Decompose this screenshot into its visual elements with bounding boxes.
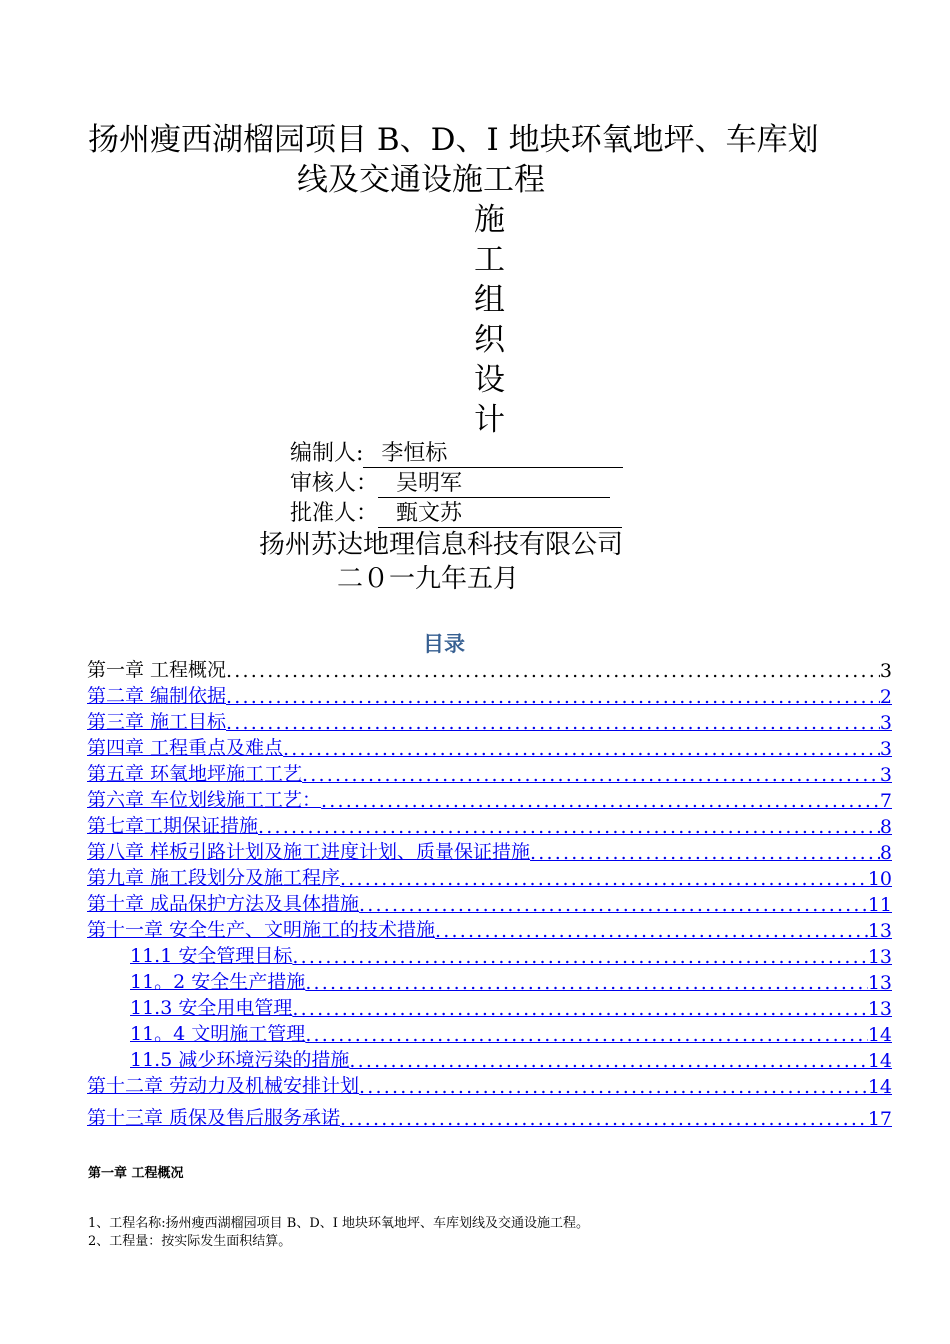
toc-entry-title: 第三章 施工目标	[87, 711, 227, 733]
toc-entry-title: 11.3 安全用电管理	[130, 997, 293, 1019]
toc-entry-page: 8	[879, 842, 892, 864]
toc-entry[interactable]	[87, 814, 892, 838]
toc-entry[interactable]	[87, 866, 892, 890]
body-text-line: 1、工程名称:扬州瘦西湖榴园项目 B、D、I 地块环氧地坪、车库划线及交通设施工程。	[88, 1216, 590, 1231]
toc-dot-leader	[349, 1050, 867, 1072]
toc-dot-leader	[258, 816, 880, 838]
body-text-line: 2、工程量：按实际发生面积结算。	[88, 1234, 292, 1249]
toc-entry-page: 13	[867, 920, 892, 942]
toc-entry-title: 第一章 工程概况	[87, 659, 227, 681]
toc-entry-page: 7	[879, 790, 892, 812]
toc-dot-leader	[292, 946, 867, 968]
toc-entry[interactable]	[87, 788, 892, 812]
toc-entry[interactable]	[87, 710, 892, 734]
vertical-title-char: 施	[474, 202, 505, 238]
toc-entry-title: 第八章 样板引路计划及施工进度计划、质量保证措施	[87, 841, 531, 863]
toc-entry-title: 第十章 成品保护方法及具体措施	[87, 893, 360, 915]
toc-entry-page: 8	[879, 816, 892, 838]
toc-entry-page: 13	[867, 972, 892, 994]
toc-entry[interactable]	[87, 1106, 892, 1130]
toc-dot-leader	[305, 972, 868, 994]
toc-entry-title: 第七章工期保证措施	[87, 815, 259, 837]
toc-entry-page: 13	[867, 946, 892, 968]
toc-entry[interactable]	[130, 996, 892, 1020]
toc-entry[interactable]	[130, 1048, 892, 1072]
toc-dot-leader	[305, 1024, 868, 1046]
toc-entry-page: 11	[867, 894, 892, 916]
toc-entry-page: 14	[867, 1076, 892, 1098]
toc-dot-leader	[321, 790, 880, 812]
toc-entry[interactable]	[87, 1074, 892, 1098]
toc-entry-page: 14	[867, 1024, 892, 1046]
toc-entry-page: 17	[867, 1108, 892, 1130]
toc-entry[interactable]	[87, 892, 892, 916]
toc-entry-title: 11。2 安全生产措施	[130, 971, 306, 993]
toc-title: 目录	[423, 632, 465, 656]
toc-entry-page: 3	[879, 712, 892, 734]
toc-entry-page: 2	[879, 686, 892, 708]
editor-label: 编制人:	[290, 441, 364, 466]
toc-entry-title: 11。4 文明施工管理	[130, 1023, 306, 1045]
cover-date: 二０一九年五月	[337, 564, 520, 594]
toc-dot-leader	[359, 1076, 868, 1098]
toc-entry-title: 第四章 工程重点及难点	[87, 737, 284, 759]
cover-title-line1: 扬州瘦西湖榴园项目 B、D、I 地块环氧地坪、车库划	[88, 122, 819, 158]
vertical-title-char: 织	[474, 322, 505, 358]
toc-entry-title: 11.1 安全管理目标	[130, 945, 293, 967]
vertical-title-char: 组	[474, 282, 505, 318]
reviewer-name: 吴明军	[378, 466, 610, 498]
reviewer-label: 审核人：	[290, 471, 379, 496]
toc-entry-page: 3	[879, 738, 892, 760]
toc-entry-page: 3	[879, 764, 892, 786]
toc-entry-title: 第五章 环氧地坪施工工艺	[87, 763, 303, 785]
toc-dot-leader	[435, 920, 868, 942]
approver-label: 批准人：	[290, 501, 379, 526]
toc-dot-leader	[226, 686, 880, 708]
toc-dot-leader	[226, 660, 880, 682]
chapter-heading: 第一章 工程概况	[88, 1166, 184, 1181]
toc-dot-leader	[530, 842, 880, 864]
vertical-title-char: 计	[474, 402, 505, 438]
toc-entry-title: 第十二章 劳动力及机械安排计划	[87, 1075, 360, 1097]
toc-entry[interactable]	[87, 762, 892, 786]
toc-entry-title: 11.5 减少环境污染的措施	[130, 1049, 350, 1071]
vertical-title-char: 设	[474, 362, 505, 398]
toc-entry-title: 第九章 施工段划分及施工程序	[87, 867, 341, 889]
toc-entry[interactable]	[130, 970, 892, 994]
toc-entry-title: 第十三章 质保及售后服务承诺	[87, 1107, 341, 1129]
reviewer-row	[290, 466, 610, 498]
toc-entry	[87, 658, 892, 682]
toc-entry[interactable]	[87, 684, 892, 708]
toc-entry[interactable]	[87, 840, 892, 864]
toc-dot-leader	[283, 738, 880, 760]
toc-entry-page: 3	[879, 660, 892, 682]
toc-entry[interactable]	[87, 918, 892, 942]
approver-name: 甄文苏	[378, 496, 622, 528]
toc-entry[interactable]	[130, 1022, 892, 1046]
vertical-title-char: 工	[474, 242, 505, 278]
company-name: 扬州苏达地理信息科技有限公司	[259, 530, 624, 560]
editor-row	[290, 436, 623, 468]
toc-entry-page: 13	[867, 998, 892, 1020]
toc-entry-page: 10	[867, 868, 892, 890]
toc-entry-title: 第二章 编制依据	[87, 685, 227, 707]
cover-title-line2: 线及交通设施工程	[297, 162, 545, 198]
toc-entry[interactable]	[87, 736, 892, 760]
toc-entry[interactable]	[130, 944, 892, 968]
toc-entry-title: 第六章 车位划线施工工艺：	[87, 789, 322, 811]
toc-entry-page: 14	[867, 1050, 892, 1072]
editor-name: 李恒标	[363, 436, 623, 468]
toc-dot-leader	[226, 712, 880, 734]
toc-entry-title: 第十一章 安全生产、文明施工的技术措施	[87, 919, 436, 941]
toc-dot-leader	[359, 894, 868, 916]
toc-dot-leader	[302, 764, 880, 786]
toc-dot-leader	[340, 868, 868, 890]
toc-dot-leader	[340, 1108, 868, 1130]
toc-dot-leader	[292, 998, 867, 1020]
